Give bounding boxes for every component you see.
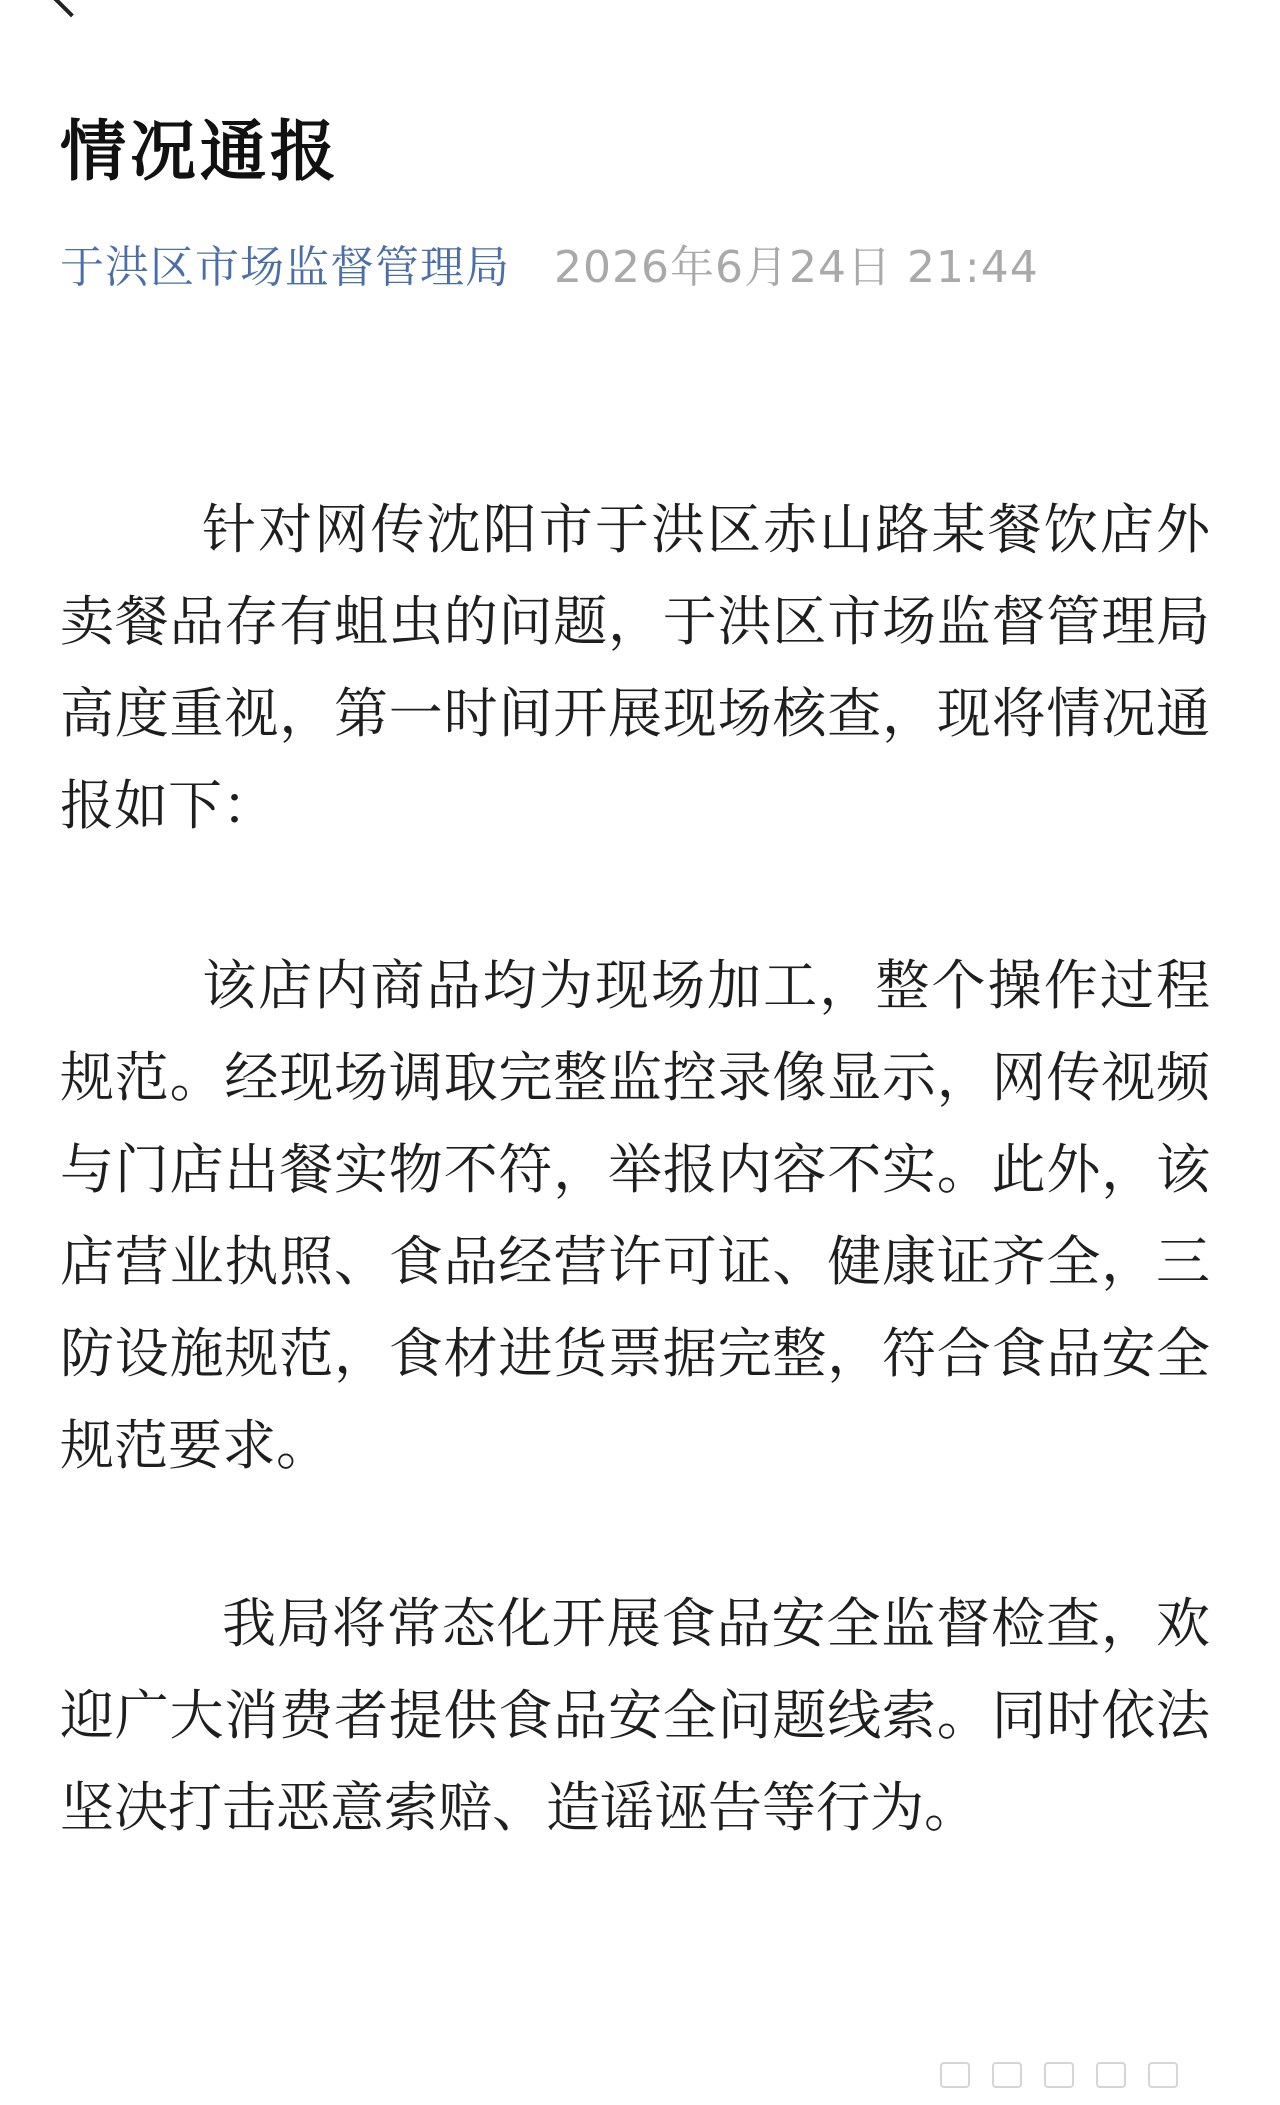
paragraph-1: 针对网传沈阳市于洪区赤山路某餐饮店外卖餐品存有蛆虫的问题，于洪区市场监督管理局高度重视，第一时间开展现场核查，现将情况通报如下：	[60, 498, 1210, 837]
article-body	[60, 484, 1210, 1854]
article-meta	[60, 236, 1039, 300]
publish-time: 2026年6月24日 21:44	[554, 242, 1039, 293]
paragraph-3: 我局将常态化开展食品安全监督检查，欢迎广大消费者提供食品安全问题线索。同时依法坚决打击恶意索赔、造谣诬告等行为。	[60, 1592, 1210, 1839]
back-chevron-icon[interactable]	[53, 0, 90, 17]
source-link[interactable]: 于洪区市场监督管理局	[60, 242, 510, 293]
watermark-icon	[940, 2062, 1178, 2088]
paragraph-2: 该店内商品均为现场加工，整个操作过程规范。经现场调取完整监控录像显示，网传视频与门店出餐实物不符，举报内容不实。此外，该店营业执照、食品经营许可证、健康证齐全，三防设施规范，食材进货票据完整，符合食品安全规范要求。	[60, 954, 1210, 1477]
page-title: 情况通报	[60, 113, 340, 190]
